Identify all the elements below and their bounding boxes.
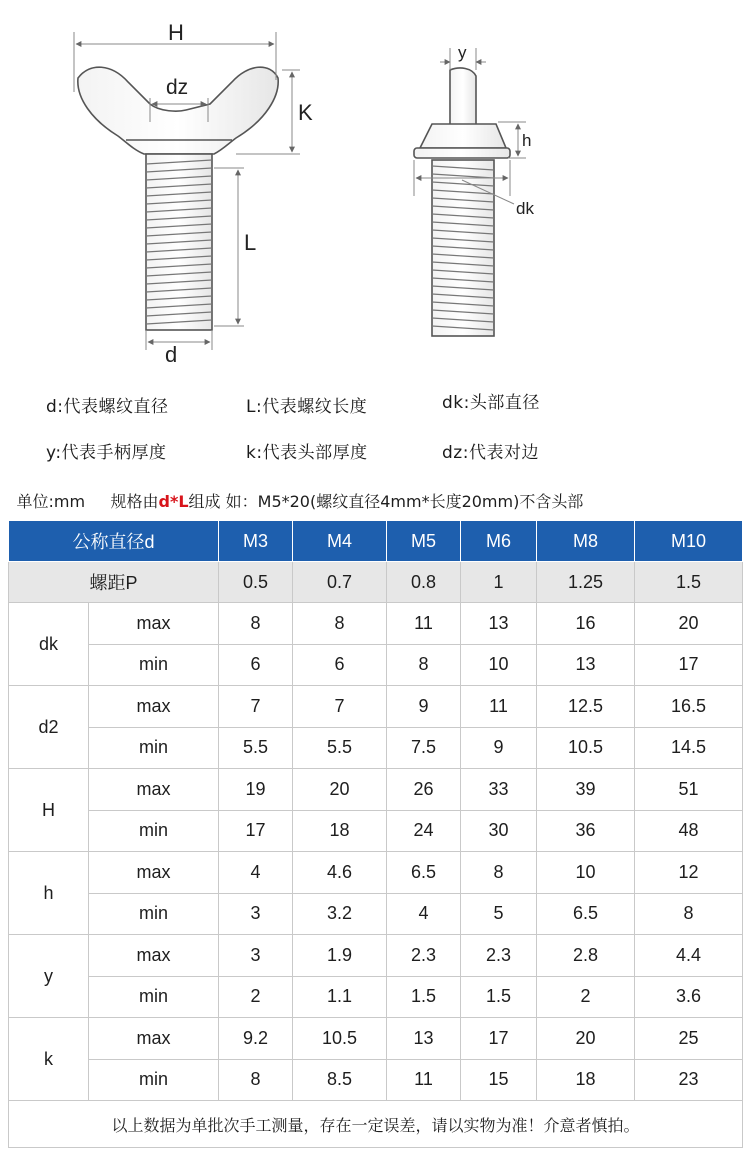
min-label: min [89,727,219,769]
side-head [420,124,506,148]
legend-d: d:代表螺纹直径 [46,397,169,417]
value-cell: 12.5 [537,686,635,728]
value-cell: 20 [537,1018,635,1060]
value-cell: 19 [219,769,293,811]
legend-k: k:代表头部厚度 [246,443,368,463]
value-cell: 20 [293,769,387,811]
value-cell: 33 [461,769,537,811]
label-dk: dk [516,199,534,218]
table-row [9,810,743,852]
max-label: max [89,1018,219,1060]
value-cell: 18 [537,1059,635,1101]
value-cell: 2.3 [387,935,461,977]
value-cell: 20 [635,603,743,645]
value-cell: 11 [387,1059,461,1101]
value-cell: 2 [219,976,293,1018]
unit-note [9,480,743,521]
table-header-row [9,521,743,562]
value-cell: 7 [293,686,387,728]
value-cell: 6.5 [387,852,461,894]
label-H: H [168,20,184,45]
header-size: M6 [461,521,537,562]
value-cell: 7.5 [387,727,461,769]
value-cell: 13 [537,644,635,686]
min-label: min [89,644,219,686]
table-row [9,893,743,935]
max-label: max [89,686,219,728]
dimension-groups [9,603,743,1101]
pitch-row [9,562,743,603]
value-cell: 11 [461,686,537,728]
min-label: min [89,976,219,1018]
table-row [9,852,743,894]
value-cell: 23 [635,1059,743,1101]
side-washer [414,148,510,158]
table-row [9,769,743,811]
table-row [9,1059,743,1101]
value-cell: 1.9 [293,935,387,977]
value-cell: 1.5 [461,976,537,1018]
value-cell: 39 [537,769,635,811]
wing-screw-diagram [0,0,750,375]
legend-L: L:代表螺纹长度 [246,397,368,417]
value-cell: 17 [219,810,293,852]
label-dz: dz [166,76,189,99]
value-cell: 7 [219,686,293,728]
value-cell: 10 [537,852,635,894]
value-cell: 1.5 [387,976,461,1018]
table-row [9,727,743,769]
value-cell: 36 [537,810,635,852]
table-row [9,976,743,1018]
value-cell: 16.5 [635,686,743,728]
max-label: max [89,769,219,811]
value-cell: 26 [387,769,461,811]
value-cell: 8 [635,893,743,935]
value-cell: 8 [387,644,461,686]
value-cell: 8 [219,1059,293,1101]
header-size: M4 [293,521,387,562]
table-row [9,603,743,645]
header-nominal-diameter: 公称直径d [9,521,219,562]
group-label: h [9,852,89,935]
header-size: M8 [537,521,635,562]
value-cell: 10 [461,644,537,686]
value-cell: 15 [461,1059,537,1101]
spec-note-highlight: d*L [158,491,189,511]
value-cell: 12 [635,852,743,894]
group-label: k [9,1018,89,1101]
value-cell: 5 [461,893,537,935]
pitch-cell: 1 [461,562,537,603]
max-label: max [89,603,219,645]
value-cell: 11 [387,603,461,645]
value-cell: 6.5 [537,893,635,935]
value-cell: 3 [219,893,293,935]
min-label: min [89,1059,219,1101]
table-row [9,686,743,728]
pitch-label: 螺距P [9,562,219,603]
symbol-legend [0,380,750,470]
value-cell: 3 [219,935,293,977]
group-label: d2 [9,686,89,769]
max-label: max [89,852,219,894]
value-cell: 9 [461,727,537,769]
value-cell: 1.1 [293,976,387,1018]
value-cell: 5.5 [219,727,293,769]
spec-note-prefix: 规格由 [110,491,159,511]
value-cell: 3.6 [635,976,743,1018]
value-cell: 13 [387,1018,461,1060]
legend-dk: dk:头部直径 [442,393,540,413]
max-label: max [89,935,219,977]
legend-y: y:代表手柄厚度 [46,443,167,463]
value-cell: 9.2 [219,1018,293,1060]
value-cell: 6 [219,644,293,686]
label-h: h [522,131,532,150]
header-size: M5 [387,521,461,562]
footer-disclaimer: 以上数据为单批次手工测量，存在一定误差，请以实物为准！介意者慎拍。 [9,1101,743,1148]
value-cell: 48 [635,810,743,852]
value-cell: 16 [537,603,635,645]
value-cell: 2 [537,976,635,1018]
header-size: M10 [635,521,743,562]
value-cell: 10.5 [537,727,635,769]
header-size: M3 [219,521,293,562]
pitch-cell: 0.7 [293,562,387,603]
value-cell: 8 [293,603,387,645]
min-label: min [89,810,219,852]
group-label: y [9,935,89,1018]
value-cell: 9 [387,686,461,728]
value-cell: 5.5 [293,727,387,769]
value-cell: 4 [387,893,461,935]
value-cell: 6 [293,644,387,686]
value-cell: 8 [219,603,293,645]
value-cell: 17 [461,1018,537,1060]
value-cell: 4.6 [293,852,387,894]
unit-label: 单位:mm [16,491,86,511]
value-cell: 13 [461,603,537,645]
spec-table [8,480,743,1148]
value-cell: 14.5 [635,727,743,769]
value-cell: 17 [635,644,743,686]
value-cell: 24 [387,810,461,852]
value-cell: 8.5 [293,1059,387,1101]
unit-note-row [9,480,743,521]
table-row [9,1018,743,1060]
table-row [9,935,743,977]
footer-row [9,1101,743,1148]
value-cell: 3.2 [293,893,387,935]
pitch-cell: 1.25 [537,562,635,603]
value-cell: 51 [635,769,743,811]
value-cell: 10.5 [293,1018,387,1060]
pitch-cell: 0.8 [387,562,461,603]
value-cell: 2.3 [461,935,537,977]
value-cell: 30 [461,810,537,852]
table-row [9,644,743,686]
pitch-cell: 0.5 [219,562,293,603]
group-label: H [9,769,89,852]
value-cell: 18 [293,810,387,852]
label-K: K [298,100,313,125]
value-cell: 2.8 [537,935,635,977]
label-y: y [458,43,467,62]
group-label: dk [9,603,89,686]
legend-dz: dz:代表对边 [442,443,539,463]
min-label: min [89,893,219,935]
pitch-cell: 1.5 [635,562,743,603]
value-cell: 4.4 [635,935,743,977]
label-d: d [165,342,178,367]
value-cell: 4 [219,852,293,894]
value-cell: 8 [461,852,537,894]
value-cell: 25 [635,1018,743,1060]
label-L: L [244,230,257,255]
spec-note-suffix: 组成 如：M5*20(螺纹直径4mm*长度20mm)不含头部 [188,491,584,511]
